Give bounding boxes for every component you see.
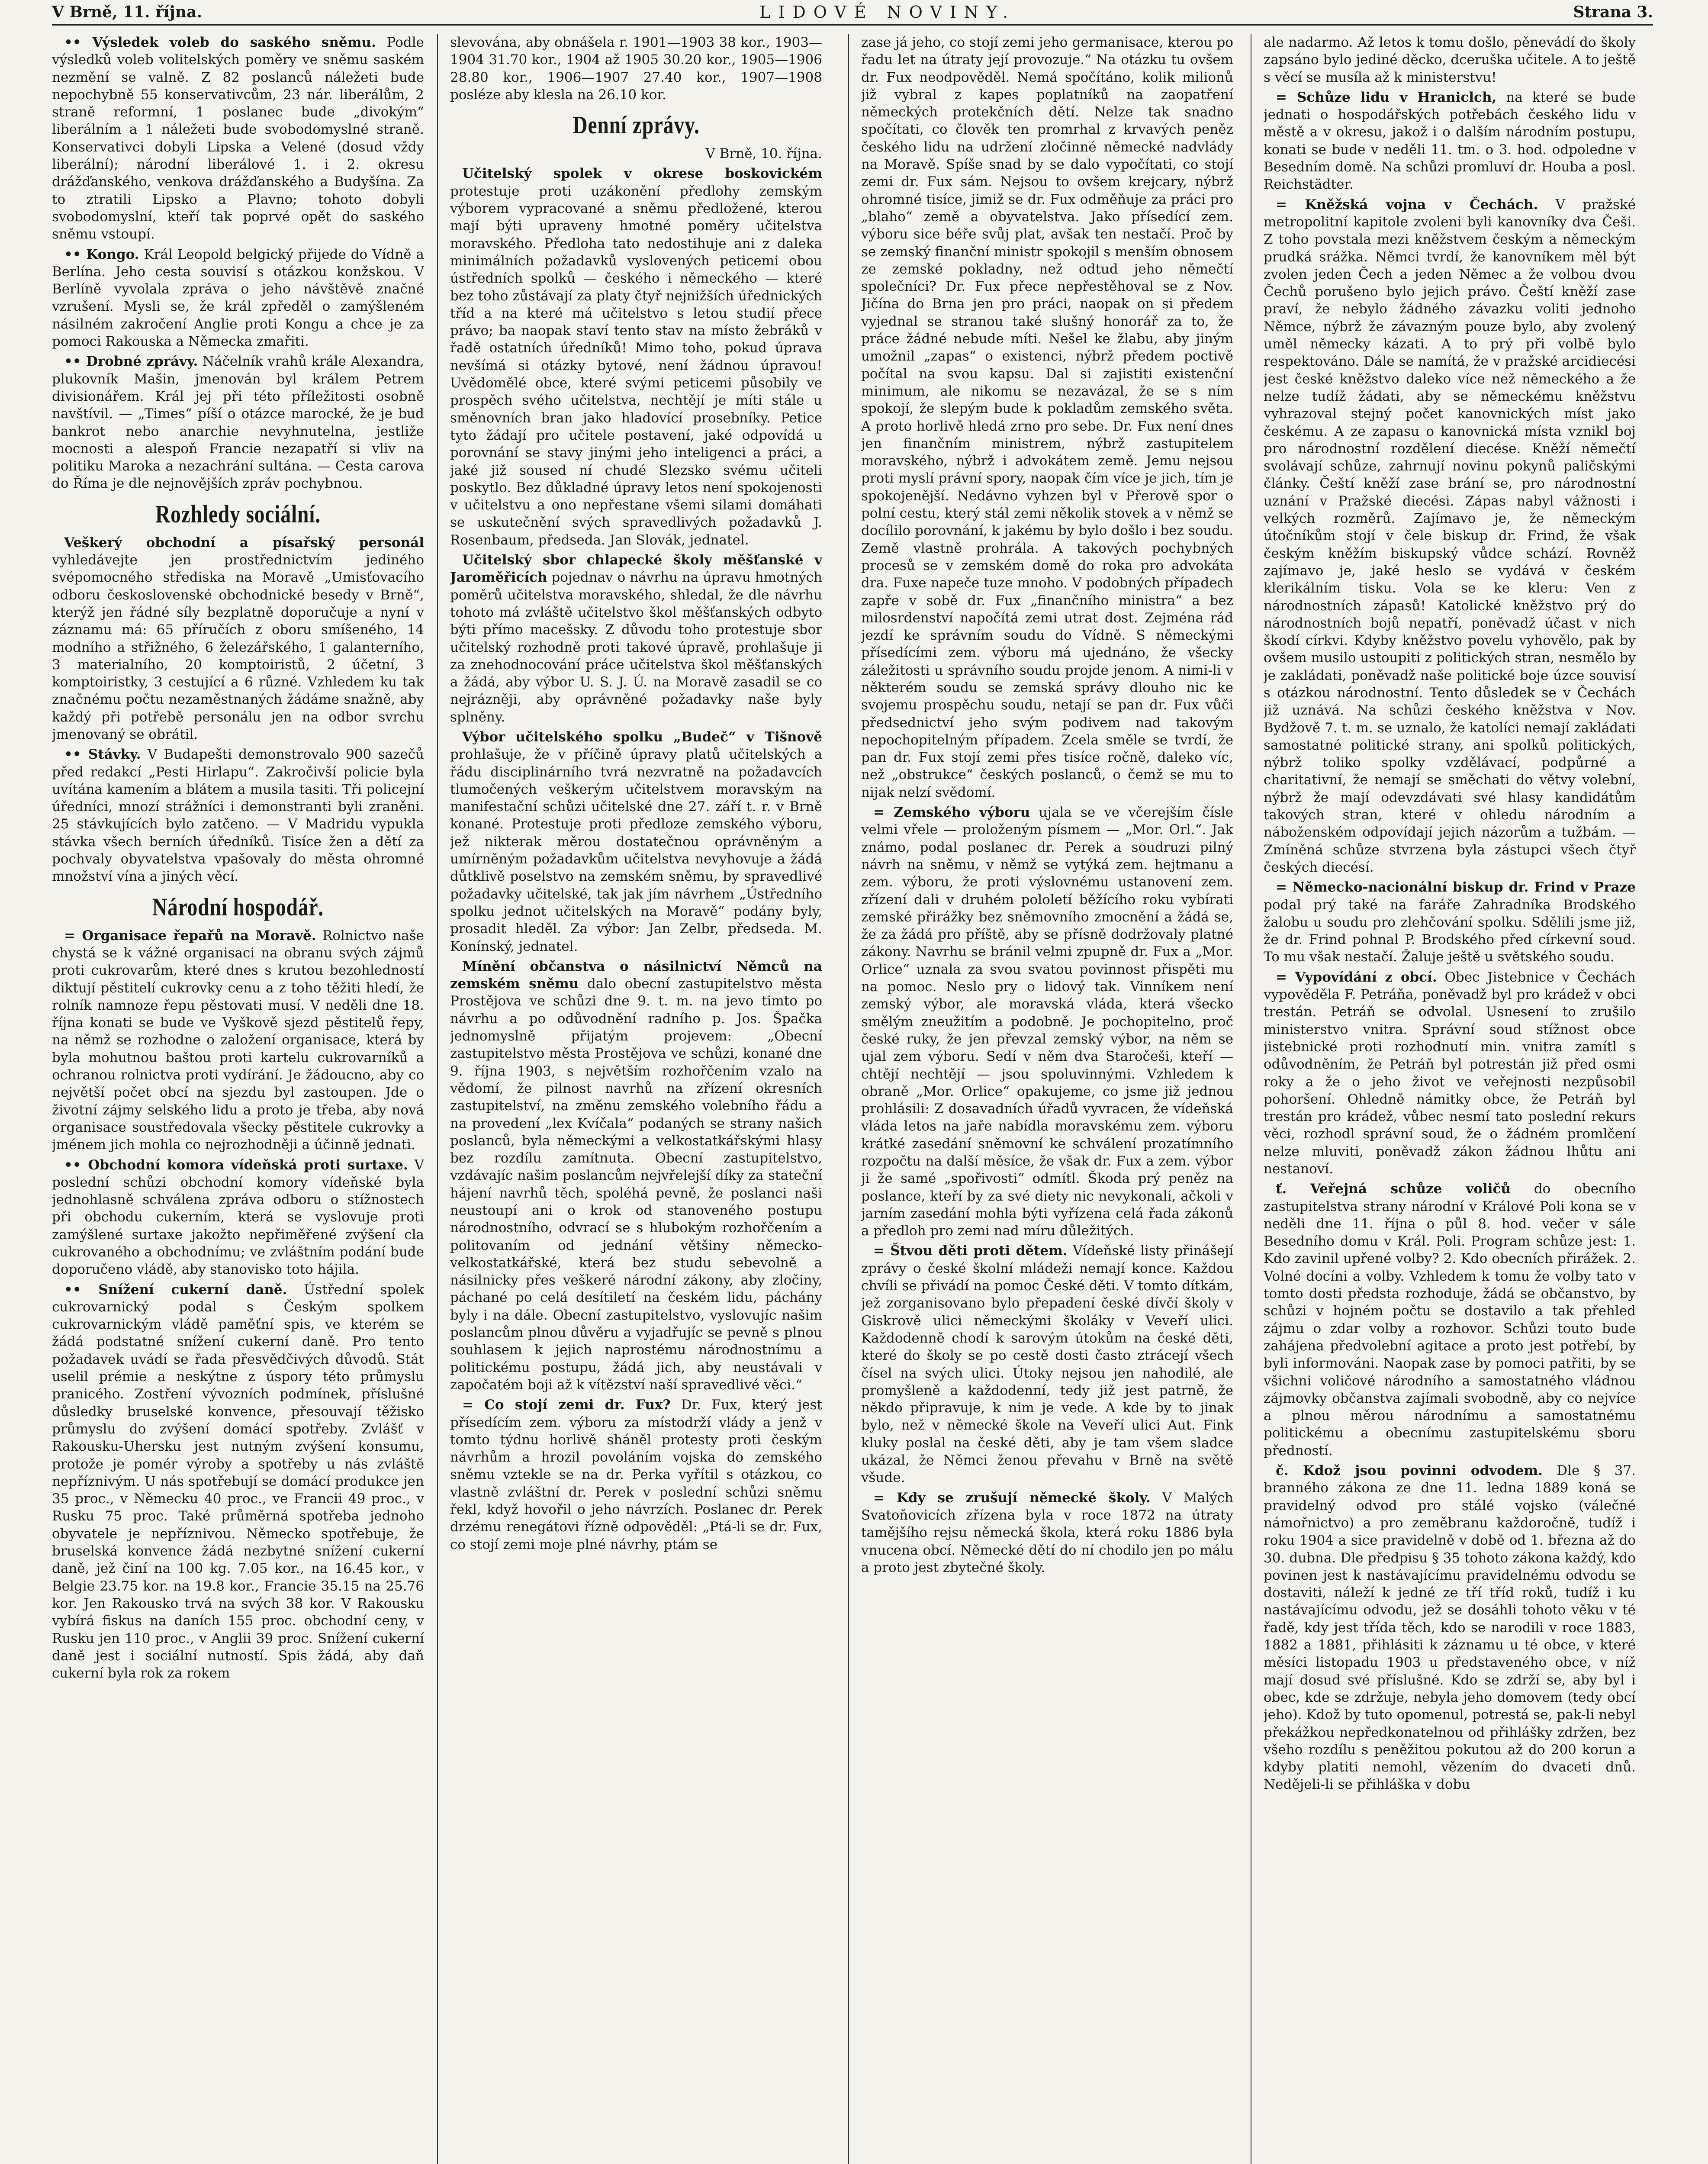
article-lead: Mínění občanstva o násilnictví Němců na zemském sněmu	[450, 958, 822, 992]
section-title-social: Rozhledy sociální.	[155, 499, 321, 528]
article-body: dalo obecní zastupitelstvo města Prostějova ve schůzi dne 9. t. m. na jevo timto po návrhu a po odůvodnění radního p. Jos. Špačka jednomyslně přijatým projevem: „Obecní zastupitelstvo města Prostějova ve schůzi, konané dne 9. října 1903, s největším rozhořčením vzalo na vědomí, že pilnost navrhů na zřízení okresních zastupitelství, na změnu zemského volebního řádu a na provedení „lex Kvíčala“ podaných se strany našich poslanců, byla německými a velkostatkářskými hlasy bez rozdílu zamítnuta. Obecní zastupitelstvo, vzdávajíc našim poslancům nejvřelejší díky za stateční hájení navrhů těch, spoléhá pevně, že poslanci naši neustoupí ani o krok od stanoveného postupu národnostního, odvrací se s hlubokým rozhořčením a politovaním od jednání většiny německo-velkostatkářské, která bez studu sebevolně a násilnicky přes veškeré národní zákony, aby zločiny, páchané po celá desítiletí na českém lidu, páchány byly i na dále. Obecní zastupitelstvo, vyslovujíc našim poslancům plnou důvěru a vyjadřujíc se pevně s plnou souhlasem k jejich naprostému národnostnímu a politickému postupu, žádá jich, aby neustávali v započatém boji až k vítězství naší spravedlivé věci.“	[450, 976, 822, 1393]
article-lead: •• Obchodní komora vídeňská proti surtaxe.	[64, 1157, 408, 1173]
article-lead: Veškerý obchodní a písařský personál	[64, 535, 424, 551]
article-lead: = Vypovídání z obcí.	[1276, 969, 1437, 985]
article-children	[861, 1242, 1233, 1486]
paper-name: LIDOVÉ NOVINY.	[759, 3, 1016, 22]
article-saxony-elections	[52, 34, 424, 243]
article-dr-fux	[450, 1396, 822, 1553]
article-teachers-jaromerice	[450, 551, 822, 726]
column-rule	[437, 34, 438, 2164]
article-budec-tisnov	[450, 728, 822, 955]
column-4	[1264, 34, 1636, 2164]
article-lead: Výbor učitelského spolku „Budeč“ v Tišnově	[462, 729, 822, 745]
article-german-schools	[861, 1489, 1233, 1576]
article-body: Vídeňské listy přinášejí zprávy o české školní mládeži nemají konce. Každou chvíli se přivádí na pomoc České děti. V tomto dítkám, jež zorganisovano bylo přepadení české dívčí školy v Giskrově ulici německými školáky v Veveří ulici. Každodenně chodí k sarovým útokům na české děti, které do školy se po cestě dosti často ztrácejí všech čísel na svých ulici. Útoky nejsou jen nahodilé, ale promyšleně a každodenní, tedy již jest patrně, že někdo připravuje, k nim je vede. A kde by to jinak bylo, než v německé škole na Veveří ulici Aut. Fink kluky poslal na české děti, aby je tam všem sladce ukázal, že Němci ženou převahu v Brně na světě všude.	[861, 1243, 1233, 1486]
article-voters-meeting	[1264, 1180, 1636, 1459]
article-commercial-staff	[52, 534, 424, 744]
article-body: Náčelník vrahů krále Alexandra, plukovník Mašin, jmenován byl králem Petrem divisionářem. Král jej při této příležitosti osobně navštívil. — „Times“ píší o otázce marocké, že je buď bankrot nebo anarchie nevyhnutelna, jestliže mocnosti a alespoň Francie nezapatří si vliv na politiku Maroka a nezachrání sultána. — Cesta carova do Říma je dle nejnovějších zpráv pochybnou.	[52, 354, 424, 492]
article-teachers-boskovice	[450, 165, 822, 549]
section-title-daily: Denní zprávy.	[573, 111, 700, 139]
article-lead: •• Drobné zprávy.	[64, 354, 198, 370]
article-lead: = Kdy se zrušují německé školy.	[873, 1490, 1151, 1506]
article-body: V pražské metropolitní kapitole zvoleni byli kanovníky dva Češi. Z toho povstala mezi kněžstvem českým a německým prudká srážka. Němci tvrdí, že kanovníkem měl být zvolen jeden Čech a jeden Němec a že volbou dvou Čechů porušeno bylo jejich právo. Čeští kněží zase praví, že nebylo žádného závazku voliti jednoho Němce, nýbrž že závazným pouze bylo, aby zvolený uměl německy kázati. A to prý při volbě bylo respektováno. Dále se namítá, že v pražské arcidiecési jest české kněžstvo daleko více než německého a že nelze tudíž žádati, aby se německému kněžstvu vyhrazoval stejný počet kanovnických míst jako českému. A ze zapasu o kanovnická místa vznikl boj pro národnostní rozdělení diecése. Kněží němečtí svolávají schůze, zahrnují novinu pokynů paličskými články. Čeští kněží zase brání se, pro národnostní uznání v Pražské diecési. Zápas nabyl vážnosti i velkých rozměrů. Zajímavo je, že německým útočníkům stojí v čele biskup dr. Frind, že však českým kněžím biskupský vůdce schází. Rovněž zajímavo je, jaké heslo se vydává v českém klerikálním tisku. Vola se ke kleru: Ven z národnostních zápasů! Katolické kněžstvo prý do národnostních bojů nepatří, poněvadž účast v nich škodí církvi. Kdyby kněžstvo povelu vyhovělo, pak by ovšem musilo ustoupiti z politických stran, nesmělo by je zakládati, poněvadž naše politické boje úzce souvisí s otázkou národnostní. Tento důsledek se v Čechách již uznává. Na schůzi českého kněžstva v Nov. Bydžově 7. t. m. se uznalo, že katolíci nemají zakládati samostatné politické strany, ani spolků politických, nýbrž toliko spolky vzdělávací, podpůrné a charitativní, že nemají se směchati do větvy volební, nýbrž že mají odevzdávati své hlasy kandidátům takových stran, které v ohledu národním a náboženském odpovídají jejich názorům a tužbám. — Zmíněná schůze stvrzena byla zástupci všech čtyř českých diecésí.	[1264, 196, 1636, 875]
article-body: Dle § 37. branného zákona ze dne 11. ledna 1889 koná se pravidelný odvod pro stálé vojsko (válečné námořnictvo) a pro zeměbranu každoročně, tudíž i roku 1904 a sice pravidelně v době od 1. března až do 30. dubna. Dle předpisu § 35 tohoto zákona každý, kdo povinen jest k nastávajícímu pravidelnému odvodu se dostaviti, náleží k jedné ze tří tříd roků, tudíž i ku nastávajícímu odvodu, jež se dosáhli tohoto věku v té řadě, kdy jest třída těch, kdo se narodili v roce 1883, 1882 a 1881, přihlásiti k záznamu u té obce, v které měsíci listopadu 1903 u představeného obce, v níž mají dosud své příslušné. Kdo se zdrží se, aby byl i obec, kde se zdržuje, nebyla jeho domovem (tedy obcí jeho). Kdož by tuto opomenul, potrestá se, pak-li nebyl překážkou nepředkonatelnou od přihlášky zdržen, bez všeho rozdílu s peněžitou pokutou až do 200 korun a kdyby platiti nemohl, vězením do dvaceti dnů. Nedějeli-li se přihláška v dobu	[1264, 1463, 1636, 1793]
article-body: Dr. Fux, který jest přísedícím zem. výboru za místodrží vlády a jenž v tomto týdnu horlivě sháněl protesty proti českým návrhům a hrozil povoláním vojska do zemského sněmu vztekle se na dr. Perka vyřítil s otázkou, co vlastně zvláštní dr. Perek v poslední schůzi sněmu řekl, když hovořil o jeho návrzích. Poslanec dr. Perek drzému renegátovi řízně odpověděl: „Ptá-li se dr. Fux, co stojí zemi moje plné návrhy, ptám se	[450, 1397, 822, 1552]
article-lead: = Štvou děti proti dětem.	[873, 1243, 1068, 1259]
masthead	[52, 0, 1653, 26]
article-beet-growers	[52, 927, 424, 1154]
article-land-committee	[861, 804, 1233, 1240]
article-continuation: zase já jeho, co stojí zemi jeho germanisace, kterou po řadu let na útraty její provozuje.“ Na otázku tu ovšem dr. Fux neodpověděl. Nemá spočítáno, kolik milionů již vybral z kapes poplatníků na zaopatření německých protekčních dětí. Nelze tak snadno spočítati, co člověk ten promrhal z krvavých peněz českého lidu na udržení zločinné německé nadvlády na Moravě. Spíše snad by se dalo vypočítati, co stojí zemi dr. Fux sám. Nejsou to ovšem krejcary, nýbrž ohromné tisíce, jimiž se dr. Fux odměňuje za práci pro „blaho“ země a obyvatelstva. Jako přísedící zem. výboru sice béře svůj plat, avšak ten nestačí. Proč by se zemský finanční ministr spokojil s menším obnosem ze zemské pokladny, než odtud jeho němečtí společníci? Dr. Fux přece nepřestěhoval se z Nov. Jičína do Brna jen pro práci, naopak on si předem vyjednal se stranou také slušný honorář za to, že práce žádné nebude míti. Nešel ke žlabu, aby jiným umožnil „zapas“ o existenci, nýbrž předem poctivě počítal na svou kapsu. Dal si zajistiti existenční minimum, ale nikomu se nezavázal, že se s ním spokojí, že slepým bude k pokladům zemského světa. A proto horlivě hledá zrno pro sebe. Dr. Fux není dnes jen finančním ministrem, nýbrž zastupitelem moravského, nýbrž i advokátem země. Jemu nejsou proti myslí právní spory, naopak čím více je jich, tím je spokojenější. Nedávno vyhzen byl v Přerově spor o polní cestu, který stál zemi několik stovek a v němž se docílilo porovnání, k jakému by bylo došlo i bez soudu. Země vlastně prohrála. A takových pochybných procesů se v zemském domě do roka pro advokáta dra. Fuxe napeče tuze mnoho. V podobných případech zapře v sobě dr. Fux „finančního ministra“ a bez milosrdenství napočítá zemi utrat dost. Zejména rád jezdí ke správním soudu do Vídně. S německými přísedícími zem. výboru má ujednáno, že všecky záležitosti u správního soudu projde jenom. A nimi-li v některém soudu se zemská správy dlouho nic ke svojemu prospěchu soudu, netají se pan dr. Fux vůči předsednictví jeho svým podivem nad takovým nepochopitelným případem. Zcela směle se tvrdí, že pan dr. Fux stojí zemi přes tisíce ročně, daleko víc, než „obstrukce“ českých poslanců, o čemž se mu to nijak nelzí svědomí.	[861, 35, 1233, 800]
article-body: pojednav o návrhu na úpravu hmotných poměrů učitelstva moravského, shledal, že dle návrhu tohoto má zvláště učitelstvo škol měšťanských odbyto býti přímo macešsky. Z důvodu toho protestuje sbor učitelský rozhodně proti takové úpravě, prohlašuje ji za znehodnocování práce učitelstva škol měšťanských a žádá, aby výbor U. S. J. Ú. na Moravě zasadil se co nejrázněji, aby oprávněné požadavky naše byly splněny.	[450, 570, 822, 725]
article-body: vyhledávejte jen prostřednictvím jediného svépomocného střediska na Moravě „Umisťovacího odboru československé obchodnické besedy v Brně“, kterýž jen řádné síly bezplatně doporučuje a nyní v záznamu má: 65 příručích z oboru smíšeného, 14 modního a střižného, 6 železářského, 1 galanterního, 3 materialního, 20 komptoiristů, 2 účetní, 3 komptoiristky, 3 cestující a 6 různé. Vzhledem ku tak značnému počtu nezaměstnaných žádáme snažně, aby každý při potřebě personálu jen na odbor svrchu jmenovaný se obrátil.	[52, 552, 424, 742]
section-title-economy: Národní hospodář.	[152, 892, 324, 921]
article-strikes	[52, 746, 424, 885]
article-sugar-tax	[52, 1281, 424, 1682]
column-3	[861, 34, 1233, 2164]
article-continuation: slevována, aby obnášela r. 1901—1903 38 kor., 1903—1904 31.70 kor., 1904 až 1905 30.20 kor., 1905—1906 28.80 kor., 1906—1907 27.40 kor., 1907—1908 posléze aby klesla na 26.10 kor.	[450, 35, 822, 103]
article-lead: Učitelský sbor chlapecké školy měšťanské v Jaroměřicích	[450, 552, 822, 586]
article-bishop-frind	[1264, 879, 1636, 966]
article-lead: •• Snížení cukerní daně.	[64, 1282, 287, 1298]
article-body: do obecního zastupitelstva strany národní v Králové Poli kona se v neděli dne 11. října o půl 8. hod. večer v sále Besedního domu v Král. Poli. Program schůze jest: 1. Kdo zavinil upřené volby? 2. Kdo obecních přirážek. 2. Volné docíni a volby. Vzhledem k tomu že volby tato v tomto dosti předsta rozhoduje, žádá se občanstvo, by schůzi v hojném počtu se dostavilo a tak přehled zájmu o zdar volby a rozhovor. Schůzi touto bude zahájena předvolební agitace a proto jest potřebí, by byli informováni. Naopak zase by pomoci patřiti, by se všichni voličové národního a samostatného vládnou zájmovky občanstva zajímali svobodně, aby co nejvíce a plnou měrou národnímu a samostatnému politickému a obecnímu zastupitelskému sboru předností.	[1264, 1181, 1636, 1459]
issue-date: V Brně, 11. října.	[52, 3, 202, 21]
article-lead: = Německo-nacionální biskup dr. Frind v Praze	[1276, 879, 1636, 895]
article-lead: = Kněžská vojna v Čechách.	[1276, 196, 1538, 213]
column-1	[52, 34, 424, 2164]
article-body: V Malých Svatoňovicích zřízena byla v roce 1872 na útraty tamějšího rejsu německá škola, která roku 1886 byla vnucena obcí. Německé dětí do ní chodilo jen po málu a proto jest zbytečné školy.	[861, 1490, 1233, 1575]
article-body: prohlašuje, že v příčině úpravy platů učitelských a řádu disciplinárního tvrá nezvratně na požadavcích tlumočených veškerým učitelstvem moravským na manifestační schůzi učitelské dne 27. září t. r. v Brně konané. Protestuje proti předloze zemského výboru, jež nikterak měrou dostatečnou oprávněným a umírněným požadavkům učitelstva nevyhovuje a žádá důtklivě poselstvo na zemském sněmu, by spravedlivé požadavky učitelské, tak jak jím návrhem „Ústředního spolku jednot učitelských na Moravě“ podány byly, prosadit hleděl. Za výbor: Jan Zelbr, předseda. M. Konínský, jednatel.	[450, 747, 822, 954]
article-body: na které se bude jednati o hospodářských potřebách českého lidu v městě a v okresu, jakož i o dalším národním postupu, konati se bude v neděli 11. tm. o 3. hod. odpoledne v Besedním domě. Na schůzi promluví dr. Houba a posl. Reichstädter.	[1264, 89, 1636, 193]
article-body: Obec Jistebnice v Čechách vypověděla F. Petráňa, poněvadž byl pro krádež v obci trestán. Petráň se odvolal. Usnesení to zrušilo ministerstvo vnitra. Správní soud stížnost obce jistebnické proti rozhodnutí min. vnitra zamítl s odůvodněním, že Petráň byl potrestán již před osmi roky a že o jeho život ve veřejnosti nezpůsobil pohoršení. Ohledně námitky obce, že Petráň byl trestán pro krádež, vůbec nesmí tato poslední rekurs věci, rozhodl správní soud, že o žádném promlčení nelze mluviti, poněvadž zákon žádnou lhůtu ani nestanoví.	[1264, 969, 1636, 1177]
article-short-news	[52, 353, 424, 492]
article-body: V Budapešti demonstrovalo 900 sazečů před redakcí „Pesti Hirlapu“. Zakročivší policie byla uvítána kamením a blátem a musila tasiti. Tři policejní úředníci, mnozí strážníci i demonstranti byli zraněni. 25 stávkujících bylo zatčeno. — V Madridu vypukla stávka všech berních úředníků. Tisíce žen a dětí za pochvaly obyvatelstva vpašovaly do města ohromné množství vína a jiných věcí.	[52, 747, 424, 885]
article-lead: = Schůze lidu v Hraniclch,	[1276, 89, 1497, 105]
article-lead: •• Výsledek voleb do saského sněmu.	[64, 35, 376, 50]
article-lead: •• Stávky.	[64, 747, 141, 763]
article-body: Ústřední spolek cukrovarnický podal s Českým spolkem cukrovarnickým vládě paměťní spis, ve kterém se žádá podstatné snížení cukerní daně. Pro tento požadavek uvádí se řada přesvědčivých důvodů. Stát uselil prémie a neskýtne z úspory této průmyslu pranicého. Zostření vývozních podmínek, příslušné důsledky bruselské konvence, přesouvají těžisko průmyslu do zvýšení domácí spotřeby. Zvlášť v Rakousku-Uhersku jest nutným zvýšení konsumu, protože je pomér výroby a spotřeby u nás zvláště nepříznivým. U nás spotřebují se domácí produkce jen 35 proc., v Německu 40 proc., ve Francii 49 proc., v Rusku 75 proc. Také průměrná spotřeba jednoho obyvatele je nepříznivou. Německo spotřebuje, že bruselská konvence žádá nezbytné snížení cukerní daně, jež činí na 100 kg. 7.05 kor., na 16.45 kor., v Belgie 23.75 kor. na 19.8 kor., Francie 35.15 na 25.76 kor. Jen Rakousko trvá na svých 38 kor. V Rakousku vybírá fiskus na daních 155 proc. obchodní ceny, v Rusku jen 110 proc., v Anglii 39 proc. Snížení cukerní daně jest i sociální nutností. Spis žádá, aby daň cukerní byla rok za rokem	[52, 1282, 424, 1681]
page-number: Strana 3.	[1573, 3, 1653, 21]
article-continuation: ale nadarmo. Až letos k tomu došlo, pěnevádí do školy zapsáno bylo jediné děcko, dceruška učitele. A to ještě s věcí se musíla až k ministerstvu!	[1264, 35, 1636, 85]
article-lead: = Organisace řepařů na Moravě.	[64, 927, 316, 944]
article-lead: ť. Veřejná schůze voličů	[1276, 1181, 1511, 1197]
article-lead: = Zemského výboru	[873, 805, 1030, 821]
article-body: Král Leopold belgický přijede do Vídně a Berlína. Jeho cesta souvisí s otázkou konžskou. V Berlíně vyvolala zpráva o jeho návštěvě značné vzrušení. Mysli se, že král zpředěl o zamýšleném násilném zakročení Anglie proti Kongu a chce je za pomoci Rakouska a Německa zmařiti.	[52, 246, 424, 350]
column-2	[450, 34, 822, 2164]
article-congo	[52, 246, 424, 351]
article-hranice-meeting	[1264, 89, 1636, 193]
article-body: protestuje proti uzákonění předlohy zemským výborem vypracované a sněmu předložené, kterou mají býti upraveny hmotné poměry učitelstva moravského. Předloha tato nedostihuje ani z daleka minimálních požadavků vyslovených peticemi obou ústředních spolků — českého i německého — které bez toho zůstávají za platy čtyř nejnižších úřednických tříd a na které má učitelstvo s letou studií přece právo; ba naopak staví tento stav na místo žebráků v řadě ostatních úředníků! Mimo toho, pokud úprava nevšímá si otázky bytové, není žádnou úpravou! Uvědomělé obce, které svými peticemi působily ve prospěch svého učitelstva, nechtějí je míti stále u směnovních bran jako hladovící prosebníky. Petice tyto žádají pro učitele postavení, jaké odpovídá u porovnání se stavy jinými jeho inteligenci a práci, a jaké již soused ní chudé Slezsko svému učiteli poskytlo. Bez důkladné úpravy letos není spokojenosti v učitelstvu a ono nepřestane všemi silami domáhati se uskutečnění svých spravedlivých požadavků J. Rosenbaum, předseda. Jan Slovák, jednatel.	[450, 183, 822, 548]
article-lead: č. Kdož jsou povinni odvodem.	[1276, 1463, 1543, 1479]
article-body: ujala se ve včerejším čísle velmi vřele — proloženým písmem — „Mor. Orl.“. Jak známo, podal poslanec dr. Perek a soudruzi pilný návrh na sněmu, v němž se vytýká zem. hejtmanu a zem. výboru, že proti výslovnému ustanovení zem. zřízení dali v druhém pololetí běžícího roku vybírati zemské přirážky bez sněmovního zmocnění a žádá se, že za žádá pro příště, aby se přísně dodržovaly platné zákony. Navrhu se bránil velmi zpupně dr. Fux a „Mor. Orlice“ uznala za svou svatou povinnost přispěti mu na pomoc. Neslo pry o lidový tak. Vinníkem není zemský výbor, ale moravská vláda, která všecko smělým zneužitím a podobně. Je pochopitelno, proč české ruky, že jen převzal zemský výbor, na něm se ujal zem výboru. Sedí v něm dva Staročeši, kteří — chtějí nechtějí — jsou spoluvinnými. Vzhledem k obraně „Mor. Orlice“ opakujeme, co jsme již jednou prohlásili: Z dosavadních úřadů vyvracen, že vídeňská vláda letos na jaře nabídla moravskému zem. výboru krátké zasedání sněmovní ke schválení prozatímního rozpočtu na další měsíce, že však dr. Fux a zem. výbor ji že samé „spořivosti“ odmítl. Škoda prý peněz na poslance, kteří by za své diety nic nevykonali, ačkoli v jarním zasedání mohla býti vyřízena celá řada zákonů a předloh pro zemi nad míru důležitých.	[861, 805, 1233, 1239]
article-body: V poslední schůzi obchodní komory vídeňské byla jednohlasně schválena zpráva odboru o stížnostech při obchodu cukerním, která se vyslovuje proti zamýšlené surtaxe jakožto nepřiměřené zvýšení cla cukrovaného a obchodnímu; ve zvláštním podání bude doporučeno vládě, aby stanovisko toto hájila.	[52, 1157, 424, 1278]
article-conscription	[1264, 1462, 1636, 1794]
article-expulsion	[1264, 969, 1636, 1178]
article-lead: •• Kongo.	[64, 246, 139, 262]
article-body: Rolnictvo naše chystá se k vážné organisaci na obranu svých zájmů proti cukrovarům, které dnes s krutou bezohledností diktují pěstitelí cukrovky cenu a z toho těžiti hledí, že rolník namnoze řepu pěstovati musí. V neděli dne 18. října konati se bude ve Vyškově sjezd pěstitelů řepy, na němž se rozhodne o založení organisace, která by byla mohutnou baštou proti kartelu cukrovarníků a ochranou rolnictva proti vydírání. Je žádoucno, aby co největší počet obcí na sjezdu byl zastoupen. Jde o životní zájmy selského lidu a proto je třeba, aby nová organisace soustředovala všecky pěstitele cukrovky a jménem jich mohla co nejrozhodněji a účinně jednati.	[52, 927, 424, 1153]
column-rule	[848, 34, 849, 2164]
article-lead: = Co stojí zemi dr. Fux?	[462, 1397, 671, 1413]
article-body: podal prý také na faráře Zahradníka Brodského žalobu u soudu pro zlehčování spolku. Sdělili jsme již, že dr. Frind pohnal P. Brodského před církevní soud. To mu však nestačí. Žaluje ještě u světského soudu.	[1264, 897, 1636, 965]
article-prostejov-opinion	[450, 958, 822, 1394]
article-lead: Učitelský spolek v okrese boskovickém	[462, 166, 822, 182]
article-clergy-war	[1264, 196, 1636, 876]
article-body: Podle výsledků voleb volitelských poměry ve sněmu saském nezmění se valně. Z 82 poslanců náležeti bude nepochybně 55 konservativcům, 23 nár. liberálům, 2 straně reformní, 1 poslanec bude „divokým“ liberálním a 1 náležeti bude svobodomyslné straně. Konservativci dobyli Lipska a Velené (dosud vždy liberální); národní liberálové 1. i 2. okresu drážďanského, venkova drážďanského a Budyšína. Za to ztratili Lipsko a Plavno; tohoto dobyli svobodomyslní, kteří tak poprvé opět do saského sněmu vstoupí.	[52, 35, 424, 242]
dateline: V Brně, 10. října.	[705, 146, 822, 162]
article-chamber-commerce	[52, 1156, 424, 1278]
